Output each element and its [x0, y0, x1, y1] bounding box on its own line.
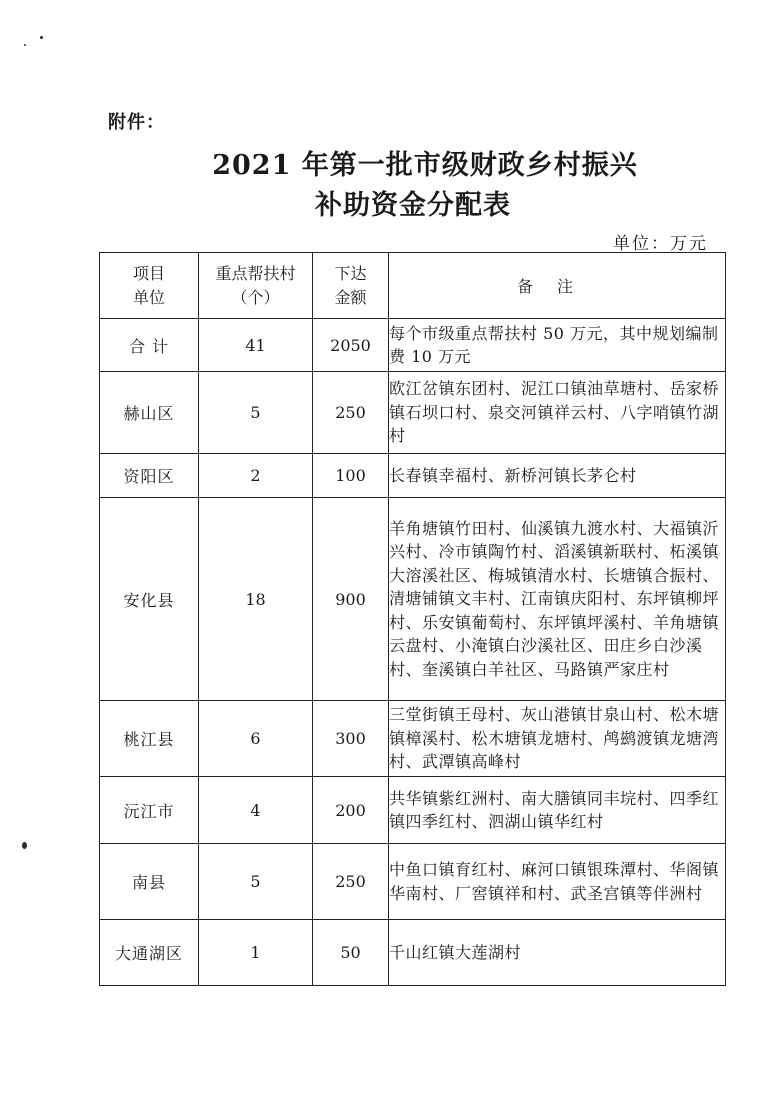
- cell-unit: 资阳区: [100, 454, 199, 498]
- header-amount-line1: 下达: [334, 263, 367, 283]
- allocation-table: [99, 252, 726, 986]
- cell-unit: 合 计: [100, 319, 199, 372]
- header-villages-line1: 重点帮扶村: [215, 263, 296, 283]
- cell-notes: 千山红镇大莲湖村: [389, 920, 726, 986]
- table-row: [100, 920, 726, 986]
- cell-villages: 6: [199, 701, 313, 777]
- cell-amount: 900: [313, 498, 389, 701]
- cell-villages: 2: [199, 454, 313, 498]
- cell-amount: 300: [313, 701, 389, 777]
- scan-speck: [22, 842, 27, 849]
- cell-unit: 大通湖区: [100, 920, 199, 986]
- cell-unit: 南县: [100, 844, 199, 920]
- header-villages: [199, 253, 313, 319]
- table-header-row: [100, 253, 726, 319]
- cell-notes: 三堂街镇王母村、灰山港镇甘泉山村、松木塘镇樟溪村、松木塘镇龙塘村、鸬鹚渡镇龙塘湾村、武潭镇高峰村: [389, 701, 726, 777]
- cell-notes: 每个市级重点帮扶村 50 万元，其中规划编制费 10 万元: [389, 319, 726, 372]
- header-villages-line2: （个）: [231, 287, 280, 307]
- attachment-label: 附件：: [108, 112, 165, 133]
- cell-amount: 50: [313, 920, 389, 986]
- unit-note: 单位：万元: [613, 234, 708, 254]
- header-notes: 备注: [389, 253, 726, 319]
- cell-villages: 4: [199, 777, 313, 844]
- cell-notes: 共华镇紫红洲村、南大膳镇同丰垸村、四季红镇四季红村、泗湖山镇华红村: [389, 777, 726, 844]
- cell-villages: 5: [199, 844, 313, 920]
- cell-notes: 长春镇幸福村、新桥河镇长茅仑村: [389, 454, 726, 498]
- header-amount-line2: 金额: [334, 287, 367, 307]
- table-row: [100, 372, 726, 454]
- cell-unit: 沅江市: [100, 777, 199, 844]
- cell-amount: 200: [313, 777, 389, 844]
- cell-unit: 安化县: [100, 498, 199, 701]
- table-row: [100, 498, 726, 701]
- cell-notes: 羊角塘镇竹田村、仙溪镇九渡水村、大福镇沂兴村、冷市镇陶竹村、滔溪镇新联村、柘溪镇大溶溪社区、梅城镇清水村、长塘镇合振村、清塘铺镇文丰村、江南镇庆阳村、东坪镇柳坪村、乐安镇葡萄村、东坪镇坪溪村、羊角塘镇云盘村、小淹镇白沙溪社区、田庄乡白沙溪村、奎溪镇白羊社区、马路镇严家庄村: [389, 498, 726, 701]
- header-unit-line2: 单位: [132, 287, 165, 307]
- cell-amount: 100: [313, 454, 389, 498]
- scan-speck: [24, 44, 26, 46]
- table-row: [100, 701, 726, 777]
- cell-amount: 2050: [313, 319, 389, 372]
- cell-notes: 中鱼口镇育红村、麻河口镇银珠潭村、华阁镇华南村、厂窖镇祥和村、武圣宫镇等伴洲村: [389, 844, 726, 920]
- table-row: [100, 777, 726, 844]
- cell-notes: 欧江岔镇东团村、泥江口镇油草塘村、岳家桥镇石坝口村、泉交河镇祥云村、八字哨镇竹湖村: [389, 372, 726, 454]
- cell-unit: 桃江县: [100, 701, 199, 777]
- cell-amount: 250: [313, 372, 389, 454]
- table-row: [100, 844, 726, 920]
- cell-unit: 赫山区: [100, 372, 199, 454]
- cell-amount: 250: [313, 844, 389, 920]
- header-unit-line1: 项目: [132, 263, 165, 283]
- header-amount: [313, 253, 389, 319]
- table-row: [100, 454, 726, 498]
- document-title-line1: 2021 年第一批市级财政乡村振兴: [212, 150, 638, 181]
- cell-villages: 5: [199, 372, 313, 454]
- scan-speck: [40, 36, 43, 39]
- cell-villages: 18: [199, 498, 313, 701]
- cell-villages: 41: [199, 319, 313, 372]
- table-row: [100, 319, 726, 372]
- cell-villages: 1: [199, 920, 313, 986]
- header-unit: [100, 253, 199, 319]
- document-title-line2: 补助资金分配表: [315, 190, 511, 221]
